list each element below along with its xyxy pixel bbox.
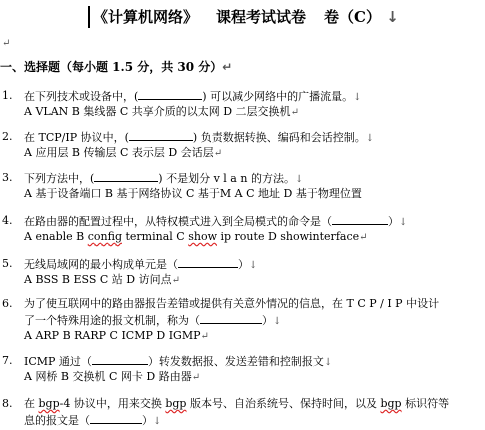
stem-text: ICMP 通过（ (24, 355, 92, 368)
answer-blank[interactable] (138, 88, 202, 100)
course-name: 《计算机网络》 (93, 8, 199, 26)
stem-text: 无线局域网的最小构成单元是（ (24, 258, 178, 271)
question-options (24, 328, 209, 344)
line-end-mark: ↓ (294, 174, 304, 185)
title-end-mark: ↓ (386, 8, 399, 26)
line-end-mark: ↓ (353, 92, 362, 103)
question-stem (24, 170, 303, 187)
question-stem-continued (24, 312, 281, 329)
question-number: 4. (2, 214, 13, 227)
stem-text: ) 负责数据转换、编码和会话控制。 (192, 131, 366, 144)
options-text: terminal C (122, 230, 189, 243)
line-end-mark: ↵ (290, 107, 299, 118)
answer-blank[interactable] (129, 129, 193, 141)
paper-label: 卷（C） (324, 8, 381, 26)
answer-blank[interactable] (200, 312, 262, 324)
stem-text: 息的报文是（ (24, 414, 90, 427)
stem-text: ） (262, 314, 273, 327)
stem-text: ） (142, 414, 153, 427)
question-number: 3. (2, 171, 13, 184)
section-mark: ↵ (222, 60, 233, 74)
stem-text: 了一个特殊用途的报文机制，称为（ (24, 314, 200, 327)
question-options (24, 272, 180, 288)
question-options (24, 229, 368, 245)
answer-blank[interactable] (92, 353, 148, 365)
section-heading (0, 58, 232, 75)
stem-text: 在下列技术或设备中，( (24, 90, 139, 103)
stem-text: -4 协议中，用来交换 (59, 397, 166, 410)
question-number: 6. (2, 297, 13, 310)
section-heading-text: 一、选择题（每小题 1.5 分，共 30 分） (0, 60, 223, 74)
options-text: A VLAN B 集线器 C 共享介质的以太网 D 二层交换机 (24, 105, 291, 118)
stem-text: bgp (38, 397, 60, 410)
options-text: show (188, 230, 217, 243)
question-options (24, 104, 299, 120)
options-text: A 基于设备端口 B 基于网络协议 C 基于M A C 地址 D 基于物理位置 (24, 187, 362, 200)
stem-text: bgp (165, 397, 187, 410)
stem-text: 标识符等 (401, 397, 450, 410)
question-number: 8. (2, 397, 13, 410)
line-end-mark: ↓ (153, 416, 162, 427)
stem-text: 在 TCP/IP 协议中，( (24, 131, 129, 144)
line-end-mark: ↵ (171, 275, 180, 286)
line-end-mark: ↓ (323, 357, 333, 368)
options-text: A BSS B ESS C 站 D 访问点 (24, 273, 172, 286)
stem-text: ） (238, 258, 249, 271)
stem-text: ) 不是划分 v l a n 的方法。 (158, 172, 295, 185)
exam-name: 课程考试试卷 (216, 8, 307, 26)
stem-text: 在 (24, 397, 39, 410)
exam-title (88, 6, 399, 28)
line-end-mark: ↵ (359, 232, 368, 243)
options-text: config (87, 230, 122, 243)
question-stem (24, 213, 407, 230)
stem-text: ) 可以减少网络中的广播流量。 (202, 90, 354, 103)
options-text: ip route D showinterface (217, 230, 360, 243)
stem-text: ） (388, 215, 399, 228)
line-end-mark: ↓ (249, 260, 258, 271)
stem-text: bgp (380, 397, 402, 410)
answer-blank[interactable] (332, 213, 388, 225)
question-stem-continued (24, 412, 161, 429)
options-text: A 网桥 B 交换机 C 网卡 D 路由器 (24, 370, 192, 383)
question-number: 5. (2, 257, 13, 270)
stem-text: 在路由器的配置过程中，从特权模式进入到全局模式的命令是（ (24, 215, 332, 228)
answer-blank[interactable] (94, 170, 158, 182)
stem-text: 版本号、自治系统号、保持时间，以及 (186, 397, 381, 410)
options-text: A ARP B RARP C ICMP D IGMP (24, 329, 201, 342)
line-end-mark: ↓ (273, 316, 282, 327)
line-end-mark: ↓ (399, 217, 408, 228)
question-stem (24, 296, 439, 311)
line-end-mark: ↵ (191, 372, 201, 383)
line-end-mark: ↵ (200, 331, 209, 342)
options-text: A 应用层 B 传输层 C 表示层 D 会话层 (24, 146, 214, 159)
answer-blank[interactable] (178, 256, 238, 268)
stem-text: 下列方法中，( (24, 172, 95, 185)
answer-blank[interactable] (90, 412, 142, 424)
question-stem (24, 129, 374, 146)
question-options (24, 145, 222, 161)
question-stem (24, 396, 449, 411)
stem-text: ）转发数据报、发送差错和控制报文 (147, 355, 324, 368)
question-stem (24, 353, 332, 370)
options-text: A enable B (24, 230, 88, 243)
question-number: 7. (2, 354, 13, 367)
question-options (24, 186, 362, 201)
question-stem (24, 88, 361, 105)
question-number: 1. (2, 89, 13, 102)
line-end-mark: ↓ (365, 133, 375, 144)
line-end-mark: ↵ (213, 148, 223, 159)
question-options (24, 369, 200, 385)
question-stem (24, 256, 257, 273)
paragraph-mark: ↵ (2, 38, 11, 49)
question-number: 2. (2, 130, 13, 143)
stem-text: 为了使互联网中的路由器报告差错或提供有关意外情况的信息，在 T C P / I P 中设计 (24, 297, 440, 310)
